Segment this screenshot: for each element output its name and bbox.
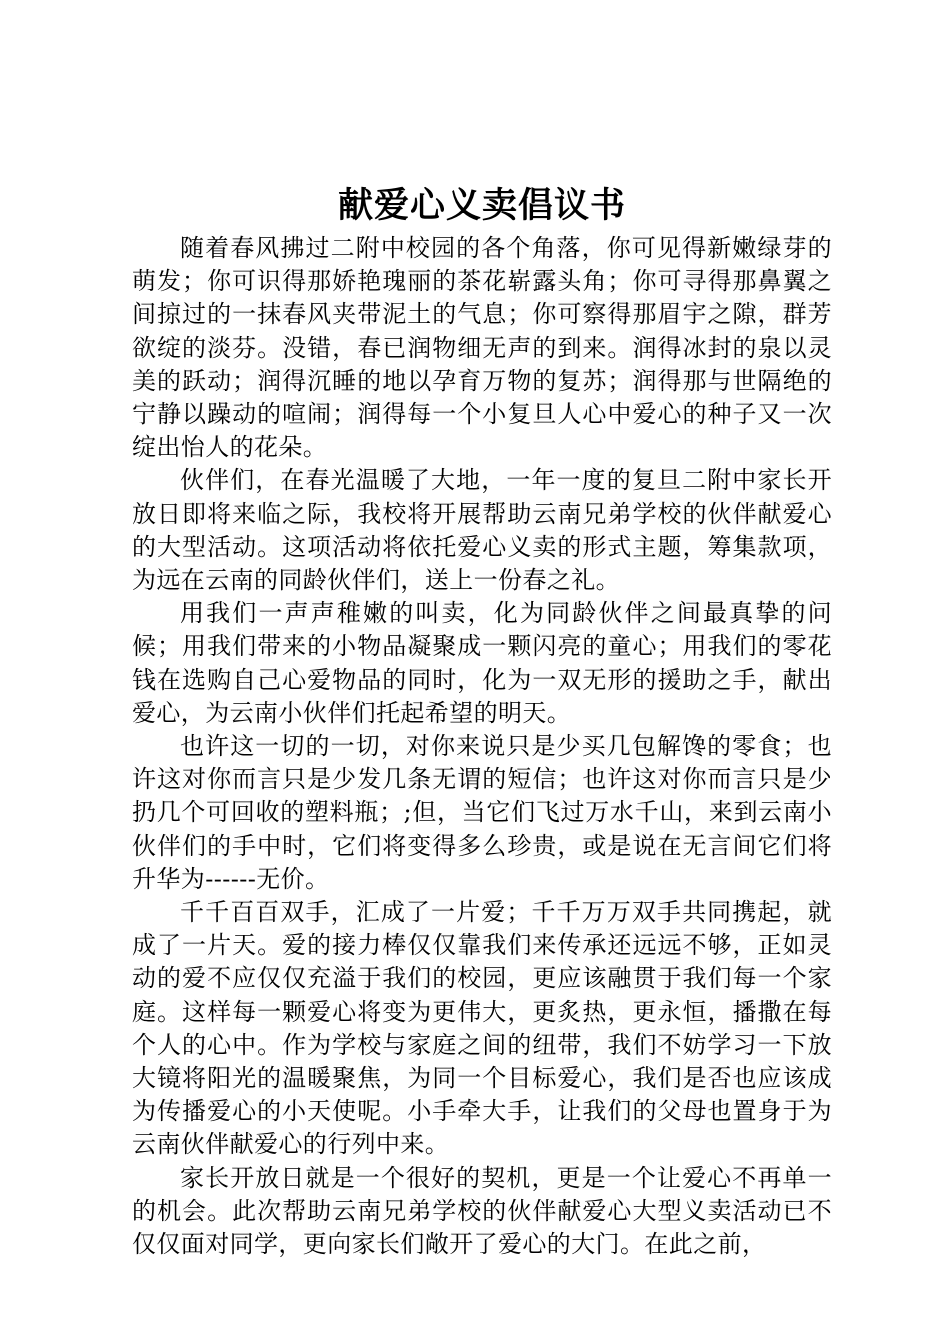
paragraph-1: 随着春风拂过二附中校园的各个角落，你可见得新嫩绿芽的萌发；你可识得那娇艳瑰丽的茶花崭露头角；你可寻得那鼻翼之间掠过的一抹春风夹带泥土的气息；你可察得那眉宇之隙，群芳欲绽的淡芬。没错，春已润物细无声的到来。润得冰封的泉以灵美的跃动；润得沉睡的地以孕育万物的复苏；润得那与世隔绝的宁静以躁动的喧闹；润得每一个小复旦人心中爱心的种子又一次绽出怡人的花朵。 xyxy=(132,234,832,462)
paragraph-3: 用我们一声声稚嫩的叫卖，化为同龄伙伴之间最真挚的问候；用我们带来的小物品凝聚成一颗闪亮的童心；用我们的零花钱在选购自己心爱物品的同时，化为一双无形的援助之手，献出爱心，为云南小伙伴们托起希望的明天。 xyxy=(132,599,832,727)
paragraph-6: 家长开放日就是一个很好的契机，更是一个让爱心不再单一的机会。此次帮助云南兄弟学校的伙伴献爱心大型义卖活动已不仅仅面对同学，更向家长们敞开了爱心的大门。在此之前， xyxy=(132,1163,832,1259)
paragraph-5: 千千百百双手，汇成了一片爱；千千万万双手共同携起，就成了一片天。爱的接力棒仅仅靠我们来传承还远远不够，正如灵动的爱不应仅仅充溢于我们的校园，更应该融贯于我们每一个家庭。这样每一颗爱心将变为更伟大，更炙热，更永恒，播撒在每个人的心中。作为学校与家庭之间的纽带，我们不妨学习一下放大镜将阳光的温暖聚焦，为同一个目标爱心，我们是否也应该成为传播爱心的小天使呢。小手牵大手，让我们的父母也置身于为云南伙伴献爱心的行列中来。 xyxy=(132,898,832,1159)
document-title: 献爱心义卖倡议书 xyxy=(337,185,626,226)
paragraph-2: 伙伴们，在春光温暖了大地，一年一度的复旦二附中家长开放日即将来临之际，我校将开展帮助云南兄弟学校的伙伴献爱心的大型活动。这项活动将依托爱心义卖的形式主题，筹集款项，为远在云南的同龄伙伴们，送上一份春之礼。 xyxy=(132,466,832,595)
paragraph-4: 也许这一切的一切，对你来说只是少买几包解馋的零食；也许这对你而言只是少发几条无谓的短信；也许这对你而言只是少扔几个可回收的塑料瓶；;但，当它们飞过万水千山，来到云南小伙伴们的手中时，它们将变得多么珍贵，或是说在无言间它们将升华为------无价。 xyxy=(132,732,832,893)
document-page xyxy=(132,180,832,1261)
